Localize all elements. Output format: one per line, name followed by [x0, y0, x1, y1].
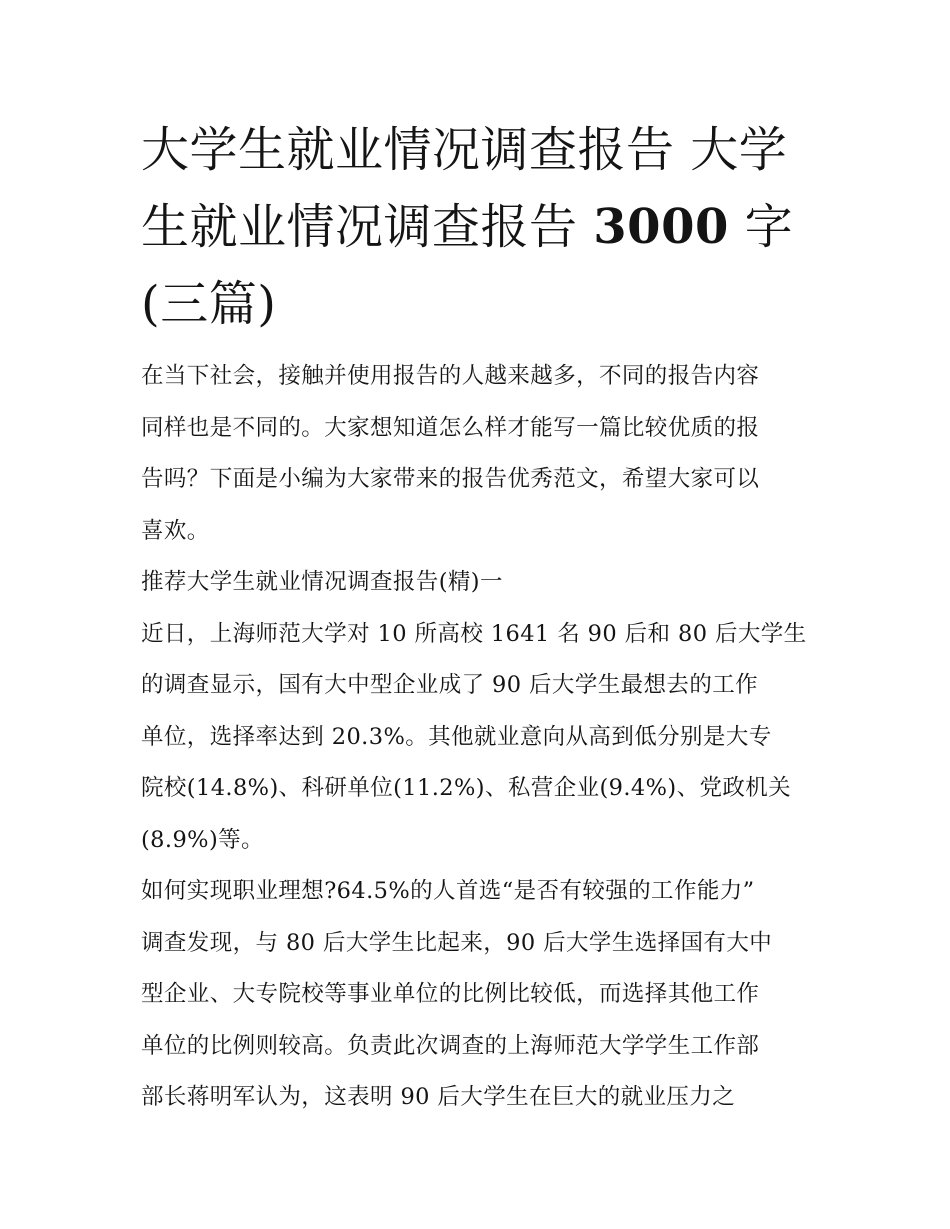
section-heading: 推荐大学生就业情况调查报告(精)一	[141, 569, 503, 595]
body-line: 单位，选择率达到 20.3%。其他就业意向从高到低分别是大专	[141, 723, 772, 750]
survey-paragraph	[141, 609, 813, 867]
intro-line: 告吗？下面是小编为大家带来的报告优秀范文，希望大家可以	[141, 466, 760, 492]
title-line-1: 大学生就业情况调查报告 大学	[141, 122, 788, 178]
document-page	[141, 112, 813, 1124]
intro-line: 同样也是不同的。大家想知道怎么样才能写一篇比较优质的报	[141, 414, 760, 441]
body-line: 型企业、大专院校等事业单位的比例比较低，而选择其他工作	[141, 981, 760, 1007]
body-line: 调查发现，与 80 后大学生比起来，90 后大学生选择国有大中	[141, 929, 773, 956]
title-line-2: 生就业情况调查报告	[141, 199, 578, 255]
body-line: (8.9%)等。	[141, 826, 264, 853]
intro-line: 在当下社会，接触并使用报告的人越来越多，不同的报告内容	[141, 363, 760, 389]
intro-line: 喜欢。	[141, 517, 210, 544]
intro-paragraph	[141, 351, 813, 557]
subheading: 如何实现职业理想?64.5%的人首选“是否有较强的工作能力”	[141, 878, 755, 904]
findings-paragraph	[141, 918, 813, 1124]
body-line: 部长蒋明军认为，这表明 90 后大学生在巨大的就业压力之	[141, 1084, 736, 1110]
body-line: 的调查显示，国有大中型企业成了 90 后大学生最想去的工作	[141, 672, 759, 698]
body-line: 近日，上海师范大学对 10 所高校 1641 名 90 后和 80 后大学生	[141, 620, 807, 647]
document-title	[141, 112, 813, 343]
body-line: 单位的比例则较高。负责此次调查的上海师范大学学生工作部	[141, 1032, 760, 1059]
title-word-unit: 字	[744, 199, 794, 255]
title-word-count: 3000	[593, 199, 729, 255]
title-line-3: (三篇)	[141, 276, 277, 332]
body-line: 院校(14.8%)、科研单位(11.2%)、私营企业(9.4%)、党政机关	[141, 775, 792, 801]
